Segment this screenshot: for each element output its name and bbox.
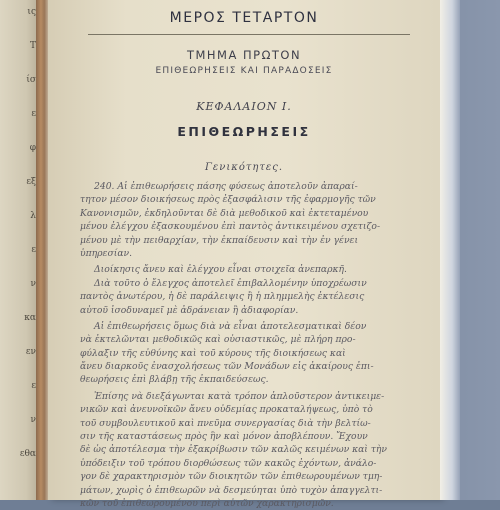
chapter-label: ΚΕΦΑΛΑΙΟΝ Ι. (196, 100, 292, 113)
body-line: Διὰ τοῦτο ὁ ἔλεγχος ἀποτελεῖ ἐπιβαλλομένην ὑποχρέωσιν (94, 277, 367, 289)
body-line: Κανονισμῶν, ἐκδηλοῦνται δὲ διὰ μεθοδικοῦ καὶ ἐκτεταμένου (80, 207, 369, 219)
page-edge-light (440, 0, 460, 500)
subheading: Γενικότητες. (204, 162, 284, 173)
left-page-fragment: ις (27, 7, 36, 17)
body-line: 240. Αἱ ἐπιθεωρήσεις πάσης φύσεως ἀποτελοῦν ἀπαραί- (94, 181, 358, 192)
title-rule (88, 34, 410, 35)
section-subtitle: ΕΠΙΘΕΩΡΗΣΕΙΣ ΚΑΙ ΠΑΡΑΔΟΣΕΙΣ (155, 66, 333, 76)
body-line: τοῦ συμβουλευτικοῦ καὶ πνεῦμα συνεργασίας διὰ τὴν βελτίω- (80, 417, 371, 429)
body-line: μάτων, χωρὶς ὁ ἐπιθεωρῶν νὰ δεσμεύηται ὑπὸ τυχὸν ἀπαγγελτι- (80, 484, 383, 496)
body-line: παντὸς ἀνωτέρου, ἡ δὲ παράλειψις ἢ ἡ πλημμελὴς ἐκτέλεσις (80, 291, 365, 303)
left-page-fragment: ν (30, 415, 36, 425)
body-line: θεωρήσεις ἐπὶ βλάβῃ τῆς ἐκπαιδεύσεως. (80, 374, 269, 386)
body-line: νὰ ἐκτελῶνται μεθοδικῶς καὶ οὐσιαστικῶς, μὲ πλήρη προ- (80, 334, 356, 346)
left-page-fragment: ε (31, 245, 36, 255)
body-line: σιν τῆς καταστάσεως πρὸς ἣν καὶ μόνον ἀποβλέπουν. Ἔχουν (80, 431, 368, 443)
body-line: Αἱ ἐπιθεωρήσεις ὅμως διὰ νὰ εἶναι ἀποτελεσματικαὶ δέον (94, 320, 367, 332)
left-page-fragment: εθα (19, 449, 36, 459)
chapter-title: ΕΠΙΘΕΩΡΗΣΕΙΣ (177, 124, 311, 139)
body-line: Ἐπίσης νὰ διεξάγωνται κατὰ τρόπον ἁπλοῦστερον ἀντικειμε- (94, 390, 385, 402)
body-line: αὐτοῦ ἰσοδυναμεῖ μὲ ἀδράνειαν ἢ ἀδιαφορίαν. (80, 304, 299, 316)
left-page-fragment: ε (31, 381, 36, 391)
book-page (48, 0, 440, 509)
body-line: κῶν τοῦ ἐπιθεωρουμένου περὶ αὐτῶν χαρακτηρισμῶν. (80, 497, 334, 509)
body-line: μένου ἐλέγχου ἐξασκουμένου ἐπὶ παντὸς ἀντικειμένου σχετιζο- (80, 221, 381, 233)
body-text (80, 180, 430, 510)
left-page-fragment: εξ (26, 177, 36, 187)
body-line: ὑπηρεσίαν. (80, 247, 133, 259)
body-line: φύλαξιν τῆς εὐθύνης καὶ τοῦ κύρους τῆς διοικήσεως καὶ (80, 347, 346, 359)
body-line: μένου μὲ τὴν πειθαρχίαν, τὴν ἐκπαίδευσιν καὶ τὴν ἐν γένει (80, 234, 359, 246)
body-line: Διοίκησις ἄνευ καὶ ἐλέγχου εἶναι στοιχεῖα ἀνεπαρκῆ. (94, 264, 347, 276)
section-title: ΤΜΗΜΑ ΠΡΩΤΟΝ (186, 48, 302, 62)
left-page-fragment: Τ (29, 41, 36, 51)
left-page-fragment: ε (31, 109, 36, 119)
left-page-fragment: ν (30, 279, 36, 289)
body-line: ἄνευ διαρκοῦς ἐνασχολήσεως τῶν Μονάδων εἰς ἀκαίρους ἐπι- (80, 361, 374, 373)
part-title: ΜΕΡΟΣ ΤΕΤΑΡΤΟΝ (169, 10, 319, 26)
left-page-edge (0, 0, 38, 500)
left-page-fragment: λ (30, 211, 36, 221)
left-page-fragment: εν (25, 347, 36, 357)
left-page-fragment: κα (24, 313, 36, 323)
left-page-fragment: φ (29, 143, 36, 153)
body-line: τητον μέσον διοικήσεως πρὸς ἐξασφάλισιν τῆς ἐφαρμογῆς τῶν (80, 194, 376, 206)
left-page-fragment: ίσ (26, 75, 36, 85)
body-line: ὑπόδειξιν τοῦ τρόπου διορθώσεως τῶν κακῶς ἐχόντων, ἀνάλο- (80, 457, 377, 469)
body-line: νικῶν καὶ ἀνευνοϊκῶν ἄνευ οὐδεμίας προκαταλήψεως, ὑπὸ τὸ (80, 404, 373, 416)
body-line: γον δὲ χαρακτηρισμὸν τῶν διοικητῶν τῶν ἐπιθεωρουμένων τμη- (80, 471, 383, 483)
body-line: δὲ ὡς ἀποτέλεσμα τὴν ἐξακρίβωσιν τῶν καλῶς κειμένων καὶ τὴν (80, 444, 388, 456)
